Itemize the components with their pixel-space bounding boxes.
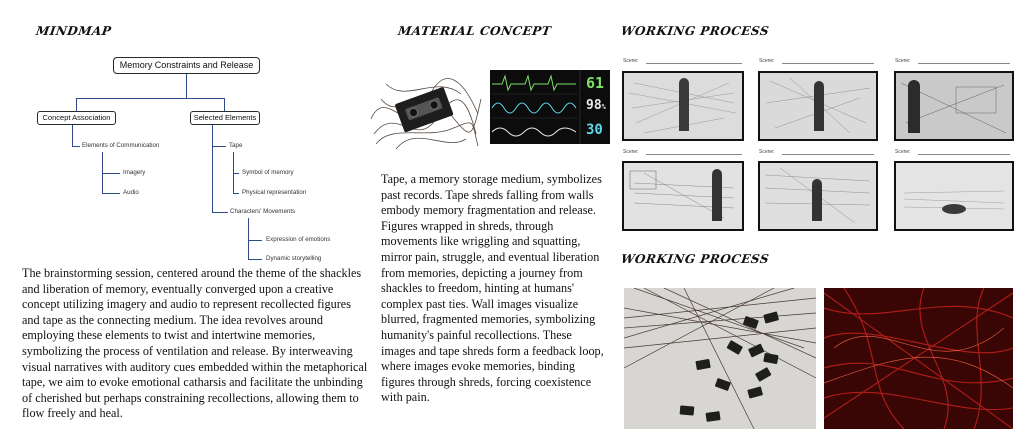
mindmap-root: Memory Constraints and Release — [113, 57, 260, 74]
storyboard-frame-5 — [758, 161, 878, 231]
connector — [233, 193, 239, 194]
connector — [248, 240, 262, 241]
mindmap-node-elements-of-communication: Elements of Communication — [82, 142, 160, 149]
mindmap-branch-concept-association: Concept Association — [37, 111, 116, 125]
tape-cassettes-photo — [624, 288, 816, 429]
scene-line — [782, 154, 874, 155]
red-tape-installation-photo — [824, 288, 1013, 429]
mindmap-node-imagery: Imagery — [123, 169, 146, 176]
storyboard-frame-4 — [622, 161, 744, 231]
mindmap-node-characters-movements: Characters' Movements — [230, 208, 296, 215]
connector — [72, 146, 80, 147]
scene-label: Scene: — [895, 58, 911, 64]
scene-line — [918, 154, 1010, 155]
mindmap-node-expression-of-emotions: Expression of emotions — [266, 236, 331, 243]
connector — [102, 173, 120, 174]
connector — [76, 98, 77, 112]
storyboard-frame-3 — [894, 71, 1014, 141]
working-process-heading-2: WORKING PROCESS — [620, 252, 771, 266]
storyboard-frame-1 — [622, 71, 744, 141]
monitor-heart-rate: 61 — [586, 74, 605, 92]
connector — [186, 73, 187, 98]
material-paragraph: Tape, a memory storage medium, symbolizes past records. Tape shreds falling from walls embody memory fragmentation and release. Figures wrapped in shreds, through movements like wriggling and squatting, mirror pain, struggle, and eventual liberation from memories, depicting a journey from shackles to freedom, hinting at humans' complex past ties. Wall images visualize blurred, fragmented memories, symbolizing humanity's painful recollections. These images and tape shreds form a feedback loop, where images evoke memories, binding figures through shreds, forcing coexistence with pain. — [381, 172, 604, 405]
scene-line — [918, 63, 1010, 64]
scene-label: Scene: — [623, 149, 639, 155]
connector — [248, 259, 262, 260]
connector — [224, 98, 225, 112]
scene-line — [646, 154, 742, 155]
scene-line — [782, 63, 874, 64]
connector — [212, 146, 226, 147]
mindmap-node-physical-representation: Physical representation — [242, 189, 307, 196]
monitor-respiration: 30 — [586, 122, 603, 138]
mindmap-node-dynamic-storytelling: Dynamic storytelling — [266, 255, 322, 262]
connector — [76, 98, 224, 99]
mindmap-heading: MINDMAP — [35, 24, 113, 38]
heart-monitor-image — [490, 70, 610, 144]
connector — [233, 173, 239, 174]
monitor-spo2-unit: % — [601, 103, 606, 111]
scene-label: Scene: — [759, 58, 775, 64]
storyboard-frame-2 — [758, 71, 878, 141]
scene-label: Scene: — [895, 149, 911, 155]
brainstorm-paragraph: The brainstorming session, centered around the theme of the shackles and liberation of memory, eventually converged upon a creative concept utilizing imagery and audio to represent recollected figures and tape as the connecting medium. The idea revolves around employing these elements to twist and intertwine memories, symbolizing the process of ventilation and release. By interweaving visual narratives with auditory cues embedded within the metaphorical tape, we aim to evoke emotional catharsis and facilitate the unbinding of cherished but perhaps constraining recollections, allowing them to flow freely and heal. — [22, 266, 368, 421]
mindmap-node-symbol-of-memory: Symbol of memory — [242, 169, 294, 176]
scene-line — [646, 63, 742, 64]
storyboard-frame-6 — [894, 161, 1014, 231]
mindmap-branch-selected-elements: Selected Elements — [190, 111, 260, 125]
cassette-tape-image — [366, 64, 484, 154]
mindmap-node-tape: Tape — [229, 142, 243, 149]
connector — [102, 193, 120, 194]
scene-label: Scene: — [623, 58, 639, 64]
connector — [212, 124, 213, 213]
scene-label: Scene: — [759, 149, 775, 155]
connector — [212, 212, 228, 213]
connector — [72, 124, 73, 146]
connector — [248, 218, 249, 260]
monitor-spo2: 98% — [586, 98, 606, 113]
mindmap-node-audio: Audio — [123, 189, 139, 196]
working-process-heading: WORKING PROCESS — [620, 24, 771, 38]
material-concept-heading: MATERIAL CONCEPT — [397, 24, 553, 38]
